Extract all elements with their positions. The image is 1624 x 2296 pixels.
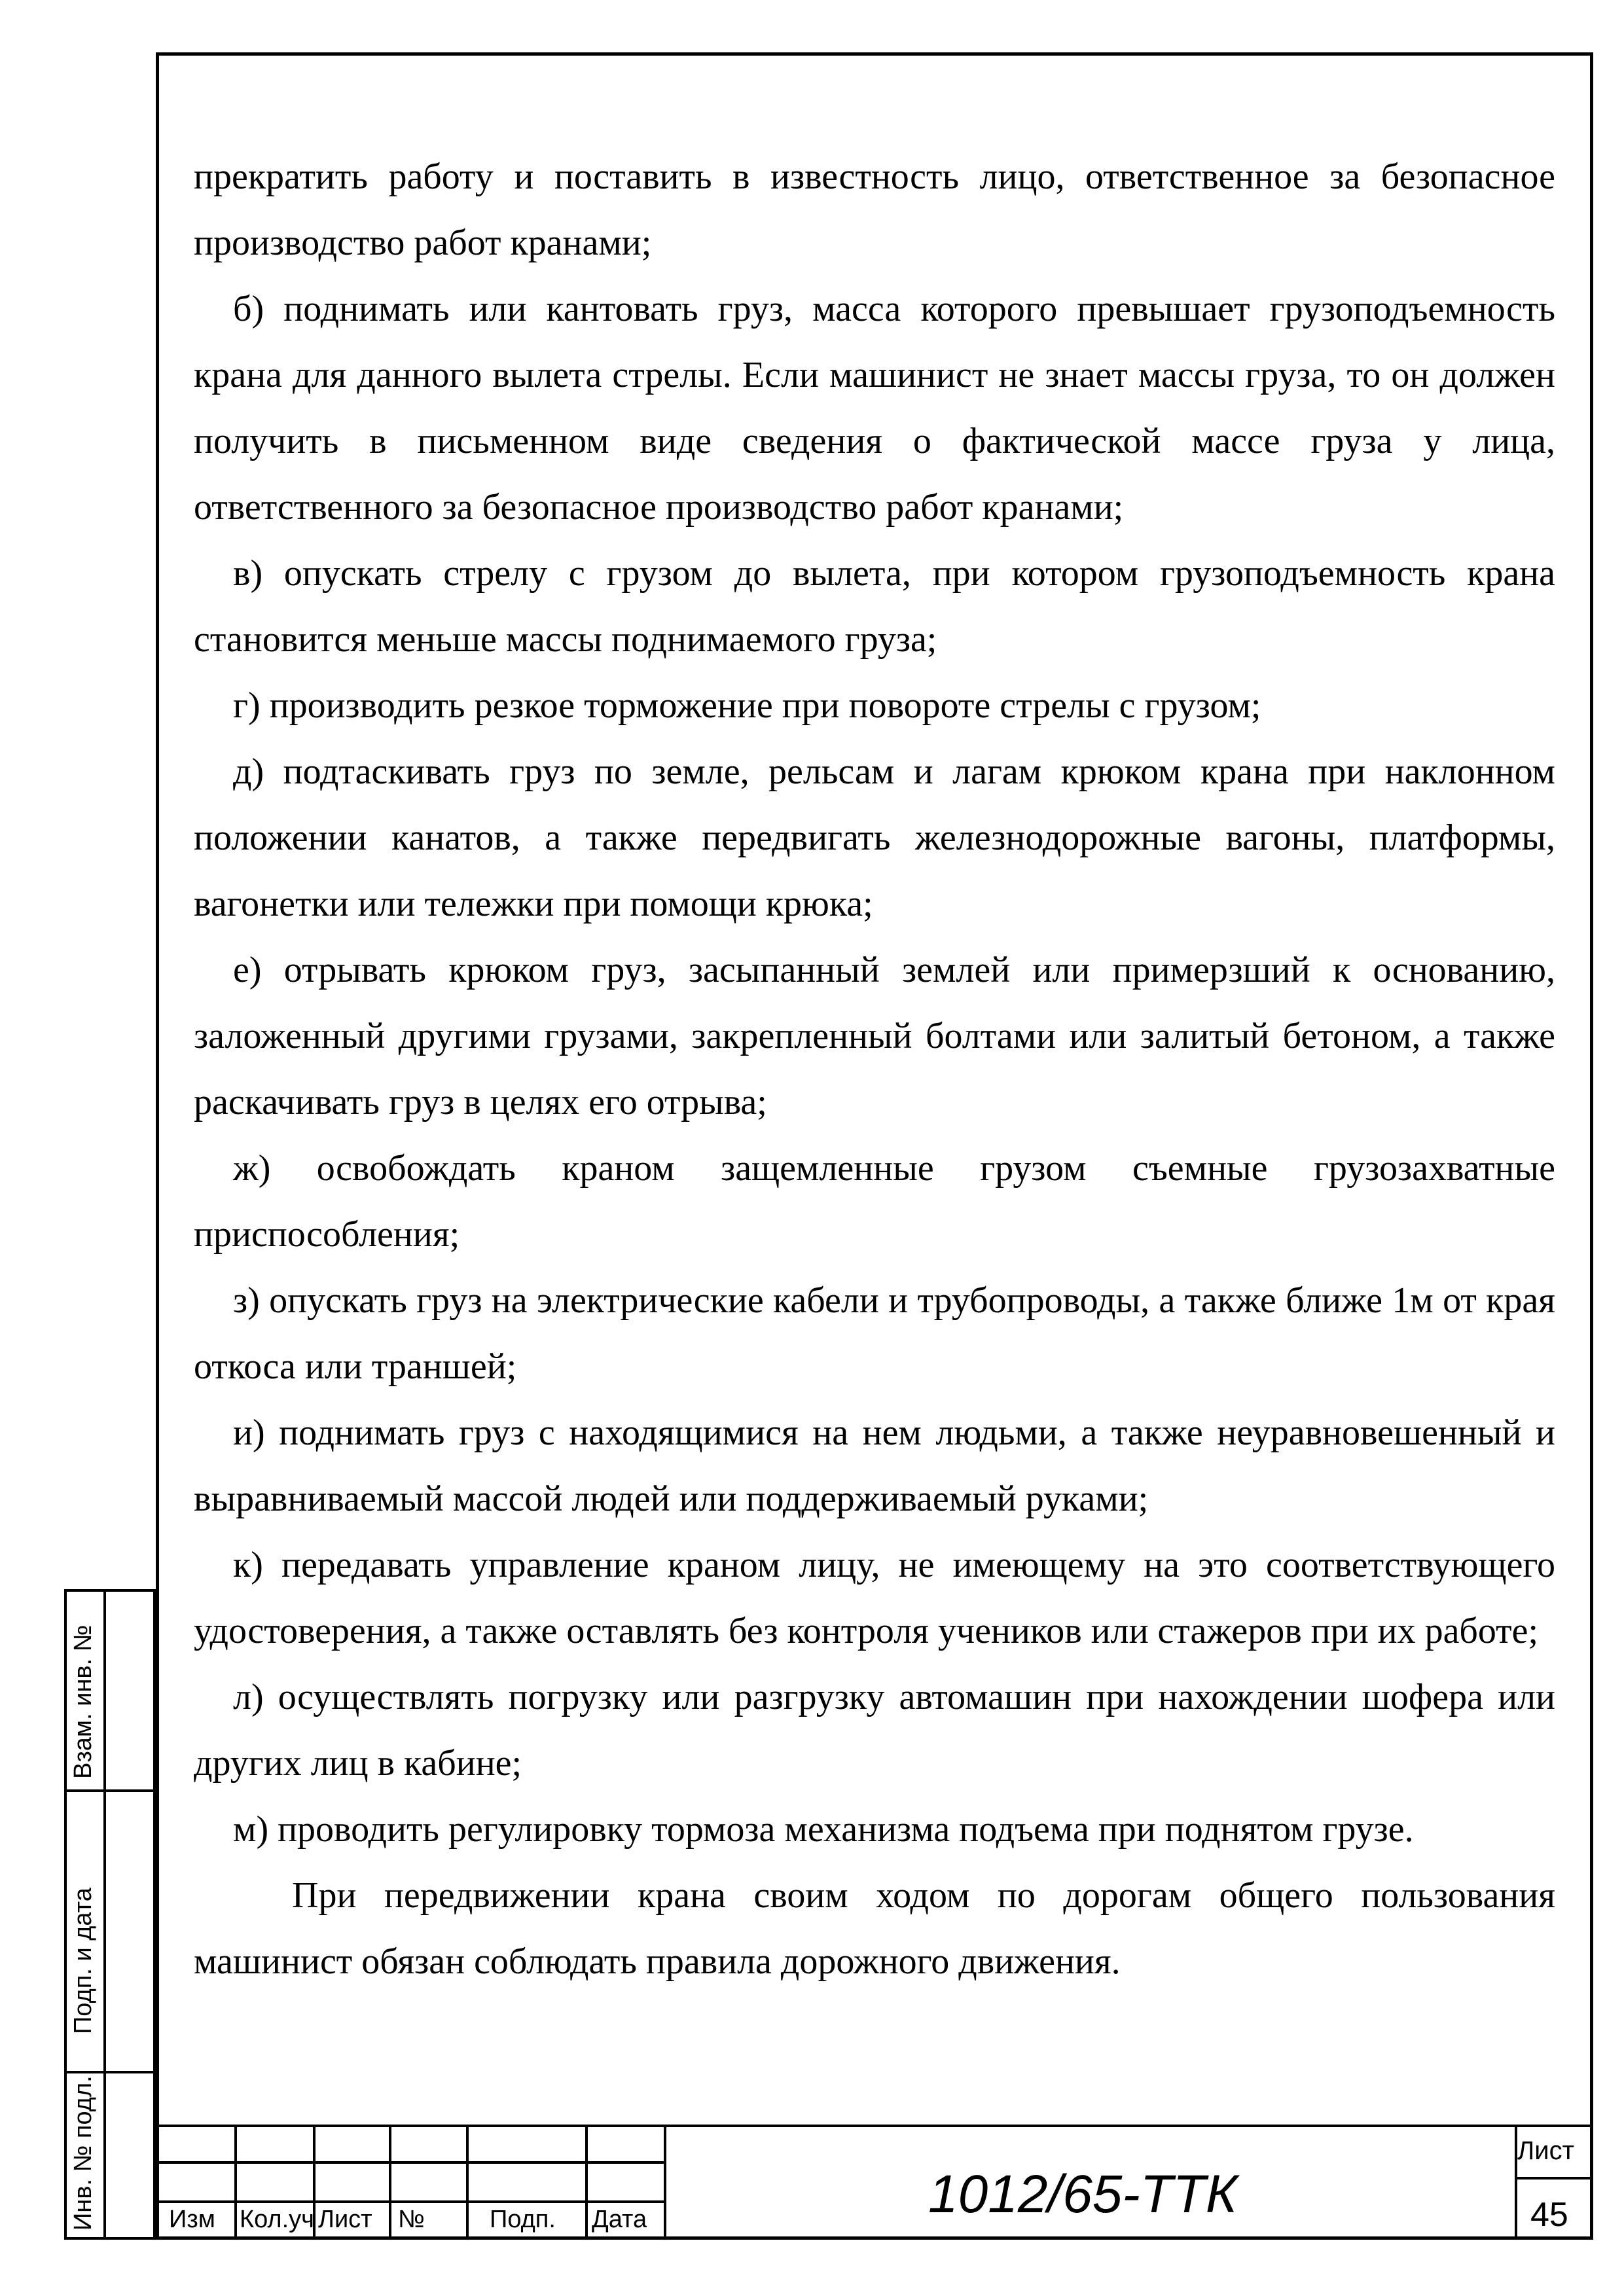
side-divider — [103, 1589, 106, 2240]
stamp-col-number: № — [398, 2206, 425, 2233]
paragraph: к) передавать управление краном лицу, не имеющему на это соответствующего удостоверения, а также оставлять без контроля учеников или стажеров при их работе; — [194, 1545, 1555, 1651]
sheet-number: 45 — [1530, 2196, 1568, 2234]
paragraph: л) осуществлять погрузку или разгрузку автомашин при нахождении шофера или других лиц в кабине; — [194, 1677, 1555, 1784]
stamp-line — [585, 2125, 588, 2240]
stamp-col-list: Лист — [318, 2206, 372, 2233]
document-code: 1012/65-ТТК — [928, 2164, 1238, 2224]
paragraph: м) проводить регулировку тормоза механизма подъема при поднятом грузе. — [233, 1809, 1414, 1850]
paragraph: д) подтаскивать груз по земле, рельсам и лагам крюком крана при наклонном положении канатов, а также передвигать железнодорожные вагоны, платформы, вагонетки или тележки при помощи крюка; — [194, 751, 1555, 924]
stamp-col-kol-uch: Кол.уч — [240, 2206, 314, 2233]
side-strip — [64, 1589, 156, 2240]
side-label-replaced-inv: Взам. инв. № — [69, 1624, 97, 1779]
stamp-line — [234, 2125, 237, 2240]
paragraph: г) производить резкое торможение при повороте стрелы с грузом; — [233, 685, 1261, 726]
paragraph: При передвижении крана своим ходом по дорогам общего пользования машинист обязан соблюдать правила дорожного движения. — [194, 1875, 1555, 1982]
paragraph: б) поднимать или кантовать груз, масса которого превышает грузоподъемность крана для данного вылета стрелы. Если машинист не знает массы груза, то он должен получить в письменном виде сведения о фактической массе груза у лица, ответственного за безопасное производство работ кранами; — [194, 289, 1555, 528]
side-label-inv-orig: Инв. № подл. — [69, 2075, 97, 2231]
stamp-line — [156, 2200, 666, 2203]
side-label-sign-date: Подп. и дата — [69, 1888, 97, 2034]
stamp-col-podp: Подп. — [490, 2206, 556, 2233]
paragraph: и) поднимать груз с находящимися на нем людьми, а также неуравновешенный и выравниваемый массой людей или поддерживаемый руками; — [194, 1412, 1555, 1519]
paragraph: в) опускать стрелу с грузом до вылета, при котором грузоподъемность крана становится меньше массы поднимаемого груза; — [194, 553, 1555, 660]
stamp-col-izm: Изм — [169, 2206, 215, 2233]
stamp-line — [466, 2125, 469, 2240]
paragraph: з) опускать груз на электрические кабели и трубопроводы, а также ближе 1м от края откоса или траншей; — [194, 1280, 1555, 1387]
stamp-line — [1517, 2177, 1593, 2179]
paragraph: ж) освобождать краном защемленные грузом съемные грузозахватные приспособления; — [194, 1148, 1555, 1255]
stamp-line — [664, 2125, 666, 2240]
paragraph: е) отрывать крюком груз, засыпанный землей или примерзший к основанию, заложенный другими грузами, закрепленный болтами или залитый бетоном, а также раскачивать груз в целях его отрыва; — [194, 950, 1555, 1122]
stamp-col-data: Дата — [592, 2206, 647, 2233]
stamp-line — [156, 2161, 666, 2164]
sheet-label: Лист — [1517, 2136, 1574, 2165]
title-block — [156, 2125, 1593, 2240]
stamp-line — [156, 2125, 1593, 2127]
stamp-line — [389, 2125, 391, 2240]
paragraph: прекратить работу и поставить в известность лицо, ответственное за безопасное производство работ кранами; — [194, 156, 1555, 263]
body-text — [194, 144, 1555, 1995]
